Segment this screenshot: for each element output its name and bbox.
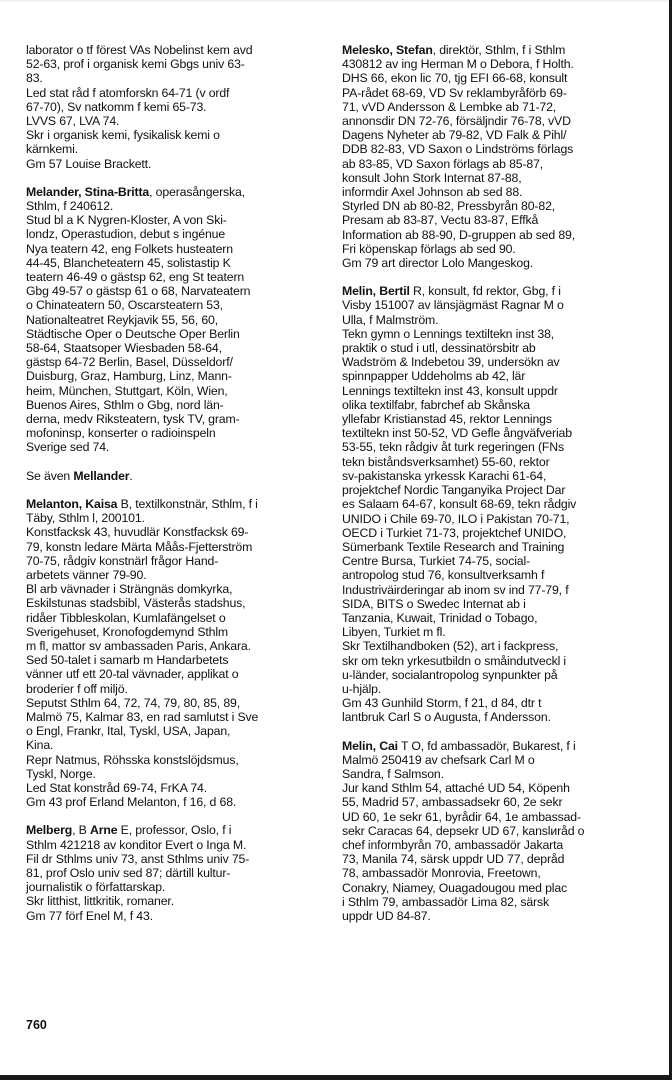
entry-text: o Chinateatern 50, Oscarsteatern 53,: [26, 298, 223, 313]
entry-line: [26, 909, 326, 923]
entry-text: u-hjälp.: [342, 681, 382, 696]
entry-text: 53-55, tekn rådgiv åt turk regeringen (FNs: [342, 440, 564, 455]
entry-line: [26, 284, 326, 298]
entry-text: Malmö 250419 av chefsark Carl M o: [342, 752, 535, 767]
entry-name: Melander, Stina-Britta: [26, 184, 150, 199]
entry-line: [26, 440, 326, 454]
entry-line: [26, 256, 326, 270]
entry-text: 78, ambassadör Monrovia, Freetown,: [342, 866, 541, 881]
entry-text: Wadström & Indebetou 39, undersökn av: [342, 355, 560, 370]
biography-entry: [26, 823, 326, 922]
entry-line: [26, 880, 326, 894]
entry-text: , B: [72, 823, 90, 838]
entry-text: teatern 46-49 o gästsp 62, eng St teatern: [26, 270, 245, 285]
entry-text: Nya teatern 42, eng Folkets husteatern: [26, 241, 233, 256]
entry-text: Repr Natmus, Röhsska konstslöjdsmus,: [26, 752, 239, 767]
entry-text: E, professor, Oslo, f i: [117, 823, 232, 838]
entry-line: [342, 781, 652, 795]
entry-line: [342, 284, 652, 298]
biography-entry: [26, 497, 326, 809]
entry-text: 81, prof Oslo univ sed 87; därtill kultur-: [26, 865, 231, 880]
entry-line: [342, 753, 652, 767]
entry-line: [342, 242, 652, 256]
entry-text: 71, vVD Andersson & Lembke ab 71-72,: [342, 99, 557, 114]
entry-name: Melanton, Kaisa: [26, 496, 118, 511]
entry-line: [342, 611, 652, 625]
entry-line: [26, 185, 326, 199]
entry-text: ridåer Tibbleskolan, Kumlafängelset o: [26, 610, 226, 625]
entry-line: [342, 810, 652, 824]
entry-text: SIDA, BITS o Swedec Internat ab i: [342, 596, 526, 611]
entry-text: Industriväirderingar ab inom sv ind 77-79, f: [342, 582, 569, 597]
entry-line: [342, 866, 652, 880]
entry-line: [26, 525, 326, 539]
entry-line: [342, 142, 652, 156]
entry-text: , direktör, Sthlm, f i Sthlm: [432, 43, 566, 57]
entry-text: Duisburg, Graz, Hamburg, Linz, Mann-: [26, 369, 232, 384]
biography-entry: [26, 43, 326, 171]
entry-text: Sverige sed 74.: [26, 440, 110, 455]
entry-name: Arne: [89, 823, 118, 838]
entry-text: .: [129, 468, 133, 483]
entry-line: [342, 668, 652, 682]
entry-text: londz, Operastudion, debut s ingénue: [26, 227, 226, 242]
entry-text: Gm 79 art director Lolo Mangeskog.: [342, 256, 534, 271]
entry-line: [342, 213, 652, 227]
entry-text: Centre Bursa, Turkiet 74-75, social-: [342, 554, 531, 569]
entry-line: [342, 412, 652, 426]
entry-line: [26, 767, 326, 781]
entry-line: [342, 341, 652, 355]
entry-line: [26, 355, 326, 369]
entry-text: mofoninsp, konserter o radioinspeln: [26, 426, 216, 441]
entry-text: Gm 43 Gunhild Storm, f 21, d 84, dtr t: [342, 696, 542, 711]
entry-text: T O, fd ambassadör, Bukarest, f i: [397, 738, 576, 753]
entry-text: LVVS 67, LVA 74.: [26, 114, 120, 129]
entry-line: [26, 753, 326, 767]
entry-line: [26, 511, 326, 525]
entry-name: Melesko, Stefan: [342, 43, 433, 57]
entry-line: [26, 823, 326, 837]
entry-name: Melin, Cai: [342, 738, 398, 753]
entry-text: sekr Caracas 64, depsekr UD 67, kanslиråd o: [342, 823, 585, 838]
entry-text: uppdr UD 84-87.: [342, 908, 431, 923]
entry-text: OECD i Turkiet 71-73, projektchef UNIDO,: [342, 525, 567, 540]
entry-text: Täby, Sthlm l, 200101.: [26, 511, 145, 526]
entry-text: konsult John Stork Internat 87-88,: [342, 170, 522, 185]
entry-text: Conakry, Niamey, Ouagadougou med plac: [342, 880, 568, 895]
entry-text: 70-75, rådgiv konstnärl frågor Hand-: [26, 553, 219, 568]
entry-text: es Salaam 64-67, konsult 68-69, tekn rådgiv: [342, 497, 577, 512]
entry-text: UNIDO i Chile 69-70, ILO i Pakistan 70-71,: [342, 511, 570, 526]
biography-entry: [26, 185, 326, 455]
entry-text: Buenos Aires, Sthlm o Gbg, nord län-: [26, 397, 224, 412]
entry-name: Mellander: [73, 468, 130, 483]
entry-text: Fil dr Sthlms univ 73, anst Sthlms univ 75-: [26, 851, 250, 866]
entry-line: [342, 114, 652, 128]
entry-text: 79, konstn ledare Märta Måås-Fjetterström: [26, 539, 253, 554]
entry-line: [342, 57, 652, 71]
entry-line: [342, 440, 652, 454]
left-column: [26, 43, 326, 937]
entry-line: [26, 157, 326, 171]
entry-text: Kina.: [26, 738, 54, 753]
entry-line: [26, 611, 326, 625]
entry-line: [342, 583, 652, 597]
entry-text: 83.: [26, 71, 43, 86]
entry-text: Lennings textiltekn inst 43, konsult uppdr: [342, 383, 558, 398]
entry-line: [342, 426, 652, 440]
entry-line: [342, 128, 652, 142]
entry-line: [26, 100, 326, 114]
entry-text: Led Stat konstråd 69-74, FrKA 74.: [26, 780, 207, 795]
entry-text: Eskilstunas stadsbibl, Västerås stadshus,: [26, 596, 246, 611]
entry-line: [26, 497, 326, 511]
entry-text: Stud bl a K Nygren-Kloster, A von Ski-: [26, 213, 227, 228]
entry-text: DHS 66, ekon lic 70, tjg EFI 66-68, konsult: [342, 71, 568, 86]
entry-line: [342, 455, 652, 469]
biography-entry: [26, 469, 326, 483]
entry-line: [342, 710, 652, 724]
entry-line: [342, 384, 652, 398]
entry-text: lantbruk Carl S o Augusta, f Andersson.: [342, 710, 551, 725]
entry-line: [26, 71, 326, 85]
entry-text: Sthlm, f 240612.: [26, 199, 114, 214]
entry-text: Gm 43 prof Erland Melanton, f 16, d 68.: [26, 795, 237, 810]
entry-line: [342, 838, 652, 852]
entry-text: Malmö 75, Kalmar 83, en rad samlutst i Sve: [26, 709, 259, 724]
entry-text: heim, München, Stuttgart, Köln, Wien,: [26, 383, 228, 398]
entry-line: [342, 554, 652, 568]
entry-line: [342, 43, 652, 57]
entry-text: R, konsult, fd rektor, Gbg, f i: [409, 284, 561, 299]
entry-text: annonsdir DN 72-76, försäljndir 76-78, vVD: [342, 114, 571, 129]
entry-text: Seputst Sthlm 64, 72, 74, 79, 80, 85, 89,: [26, 695, 240, 710]
entry-text: Sthlm 421218 av konditor Evert o Inga M.: [26, 837, 247, 852]
entry-line: [342, 909, 652, 923]
entry-line: [342, 852, 652, 866]
entry-text: 52-63, prof i organisk kemi Gbgs univ 63-: [26, 57, 245, 72]
entry-text: antropolog stud 76, konsultverksamh f: [342, 568, 545, 583]
entry-text: ab 83-85, VD Saxon förlags ab 85-87,: [342, 156, 544, 171]
entry-text: 44-45, Blancheteatern 45, solistastip K: [26, 255, 231, 270]
entry-line: [342, 526, 652, 540]
entry-text: Jur kand Sthlm 54, attaché UD 54, Köpenh: [342, 781, 570, 796]
entry-line: [26, 114, 326, 128]
entry-line: [26, 781, 326, 795]
entry-text: projektchef Nordic Tanganyika Project Dar: [342, 483, 566, 498]
entry-line: [342, 369, 652, 383]
entry-text: laborator o tf förest VAs Nobelinst kem avd: [26, 43, 253, 57]
entry-text: Gbg 49-57 o gästsp 61 o 68, Narvateatern: [26, 284, 251, 299]
entry-text: B, textilkonstnär, Sthlm, f i: [117, 496, 258, 511]
entry-line: [26, 469, 326, 483]
entry-text: Sed 50-talet i samarb m Handarbetets: [26, 653, 229, 668]
entry-text: Sverigehuset, Kronofogdemynd Sthlm: [26, 624, 229, 639]
entry-line: [342, 483, 652, 497]
entry-text: arbetets vänner 79-90.: [26, 567, 147, 582]
scan-edge-bottom: [0, 1075, 672, 1080]
entry-line: [26, 540, 326, 554]
entry-text: Dagens Nyheter ab 79-82, VD Falk & Pihl/: [342, 128, 567, 143]
entry-line: [26, 866, 326, 880]
scan-edge-top: [0, 0, 672, 2]
entry-line: [26, 838, 326, 852]
entry-line: [342, 639, 652, 653]
entry-line: [342, 881, 652, 895]
entry-line: [342, 824, 652, 838]
entry-line: [342, 568, 652, 582]
entry-line: [26, 795, 326, 809]
entry-text: Ulla, f Malmström.: [342, 312, 439, 327]
entry-line: [26, 213, 326, 227]
entry-text: Tanzania, Kuwait, Trinidad o Tobago,: [342, 610, 538, 625]
right-column: [342, 43, 652, 937]
entry-text: Gm 57 Louise Brackett.: [26, 156, 152, 171]
entry-line: [26, 710, 326, 724]
entry-text: textiltekn inst 50-52, VD Gefle ångväfveriab: [342, 426, 572, 441]
entry-line: [26, 894, 326, 908]
entry-line: [26, 270, 326, 284]
entry-line: [342, 313, 652, 327]
entry-text: informdir Axel Johnson ab sed 88.: [342, 185, 523, 200]
entry-text: Skr Textilhandboken (52), art i fackpress,: [342, 639, 559, 654]
entry-line: [342, 625, 652, 639]
entry-text: 55, Madrid 57, ambassadsekr 60, 2e sekr: [342, 795, 563, 810]
entry-text: Sümerbank Textile Research and Training: [342, 539, 565, 554]
entry-line: [342, 86, 652, 100]
entry-line: [342, 597, 652, 611]
entry-text: vänner utf ett 20-tal vävnader, applikat o: [26, 667, 239, 682]
entry-line: [342, 739, 652, 753]
entry-text: i Sthlm 79, ambassadör Lima 82, särsk: [342, 894, 550, 909]
entry-text: chef informbyrån 70, ambassadör Jakarta: [342, 837, 564, 852]
entry-text: Sandra, f Salmson.: [342, 766, 444, 781]
page-number: 760: [26, 1018, 47, 1032]
entry-line: [26, 86, 326, 100]
entry-line: [26, 852, 326, 866]
entry-line: [342, 654, 652, 668]
entry-line: [342, 171, 652, 185]
entry-text: kärnkemi.: [26, 142, 78, 157]
biography-entry: [342, 284, 652, 724]
entry-line: [342, 497, 652, 511]
entry-line: [342, 696, 652, 710]
entry-text: Libyen, Turkiet m fl.: [342, 625, 446, 640]
entry-line: [342, 100, 652, 114]
entry-text: sv-pakistanska yrkessk Karachi 61-64,: [342, 468, 547, 483]
entry-line: [26, 199, 326, 213]
entry-line: [26, 696, 326, 710]
entry-line: [26, 653, 326, 667]
entry-line: [26, 369, 326, 383]
entry-line: [26, 412, 326, 426]
entry-line: [26, 142, 326, 156]
entry-text: Visby 151007 av länsjägmäst Ragnar M o: [342, 298, 564, 313]
entry-name: Melin, Bertil: [342, 284, 410, 299]
entry-line: [26, 554, 326, 568]
entry-line: [26, 57, 326, 71]
entry-line: [342, 767, 652, 781]
biography-entry: [342, 43, 652, 270]
entry-text: Skr litthist, littkritik, romaner.: [26, 894, 174, 909]
biography-entry: [342, 739, 652, 924]
entry-text: tekn biståndsverksamhet) 55-60, rektor: [342, 454, 550, 469]
entry-text: spinnpapper Uddeholms ab 42, lär: [342, 369, 526, 384]
entry-text: Städtische Oper o Deutsche Oper Berlin: [26, 326, 240, 341]
entry-text: gästsp 64-72 Berlin, Basel, Düsseldorf/: [26, 355, 233, 370]
entry-text: derna, medv Riksteatern, tysk TV, gram-: [26, 412, 240, 427]
entry-line: [342, 682, 652, 696]
entry-line: [342, 71, 652, 85]
entry-text: broderier f off miljö.: [26, 681, 128, 696]
entry-line: [342, 895, 652, 909]
entry-line: [342, 355, 652, 369]
entry-line: [342, 327, 652, 341]
entry-text: Se även: [26, 468, 74, 483]
entry-line: [26, 582, 326, 596]
entry-text: , operasångerska,: [149, 184, 245, 199]
entry-line: [26, 398, 326, 412]
entry-text: PA-rådet 68-69, VD Sv reklambyråförb 69-: [342, 85, 567, 100]
entry-text: UD 60, 1e sekr 61, byrådir 64, 1e ambassad-: [342, 809, 581, 824]
entry-line: [26, 227, 326, 241]
entry-line: [26, 639, 326, 653]
entry-text: o Engl, Frankr, Ital, Tyskl, USA, Japan,: [26, 724, 231, 739]
entry-text: praktik o stud i utl, dessinatörsbitr ab: [342, 341, 536, 356]
entry-line: [342, 795, 652, 809]
entry-line: [342, 540, 652, 554]
entry-text: Skr i organisk kemi, fysikalisk kemi o: [26, 128, 220, 143]
entry-text: u-länder, socialantropolog synpunkter på: [342, 667, 558, 682]
entry-line: [342, 256, 652, 270]
entry-text: Bl arb vävnader i Strängnäs domkyrka,: [26, 582, 233, 597]
entry-line: [26, 384, 326, 398]
entry-text: 58-64, Staatsoper Wiesbaden 58-64,: [26, 341, 222, 356]
entry-text: Konstfacksk 43, huvudlär Konstfacksk 69-: [26, 525, 249, 540]
entry-line: [26, 327, 326, 341]
entry-line: [26, 43, 326, 57]
entry-text: Information ab 88-90, D-gruppen ab sed 89,: [342, 227, 575, 242]
entry-line: [26, 313, 326, 327]
entry-line: [342, 298, 652, 312]
entry-line: [342, 469, 652, 483]
entry-line: [342, 185, 652, 199]
entry-text: 73, Manila 74, särsk uppdr UD 77, depråd: [342, 852, 565, 867]
entry-text: Fri köpenskap förlags ab sed 90.: [342, 241, 516, 256]
entry-text: yllefabr Kristianstad 45, rektor Lennings: [342, 412, 552, 427]
entry-text: Led stat råd f atomforskn 64-71 (v ordf: [26, 85, 230, 100]
entry-text: Tekn gymn o Lennings textiltekn inst 38,: [342, 326, 555, 341]
entry-line: [342, 512, 652, 526]
entry-text: 430812 av ing Herman M o Debora, f Holth.: [342, 57, 574, 72]
entry-text: skr om tekn yrkesutbildn o småindutveckl i: [342, 653, 567, 668]
entry-line: [26, 341, 326, 355]
entry-line: [342, 398, 652, 412]
entry-name: Melberg: [26, 823, 73, 838]
entry-text: DDB 82-83, VD Saxon o Lindströms förlags: [342, 142, 574, 157]
entry-line: [26, 596, 326, 610]
entry-line: [26, 682, 326, 696]
entry-text: Gm 77 förf Enel M, f 43.: [26, 908, 153, 923]
entry-text: Tyskl, Norge.: [26, 766, 96, 781]
entry-text: Nationalteatret Reykjavik 55, 56, 60,: [26, 312, 218, 327]
entry-line: [26, 568, 326, 582]
entry-text: Styrled DN ab 80-82, Pressbyrån 80-82,: [342, 199, 556, 214]
entry-line: [26, 724, 326, 738]
entry-line: [26, 625, 326, 639]
entry-text: 67-70), Sv natkomm f kemi 65-73.: [26, 99, 207, 114]
entry-line: [26, 242, 326, 256]
entry-text: Presam ab 83-87, Vectu 83-87, Effkå: [342, 213, 539, 228]
entry-text: journalistik o författarskap.: [26, 880, 166, 895]
entry-line: [26, 667, 326, 681]
entry-line: [26, 738, 326, 752]
entry-text: m fl, mattor sv ambassaden Paris, Ankara.: [26, 638, 251, 653]
entry-line: [26, 298, 326, 312]
entry-line: [342, 228, 652, 242]
entry-line: [342, 157, 652, 171]
entry-line: [342, 199, 652, 213]
entry-text: olika textilfabr, fabrchef ab Skånska: [342, 397, 530, 412]
entry-line: [26, 128, 326, 142]
entry-line: [26, 426, 326, 440]
